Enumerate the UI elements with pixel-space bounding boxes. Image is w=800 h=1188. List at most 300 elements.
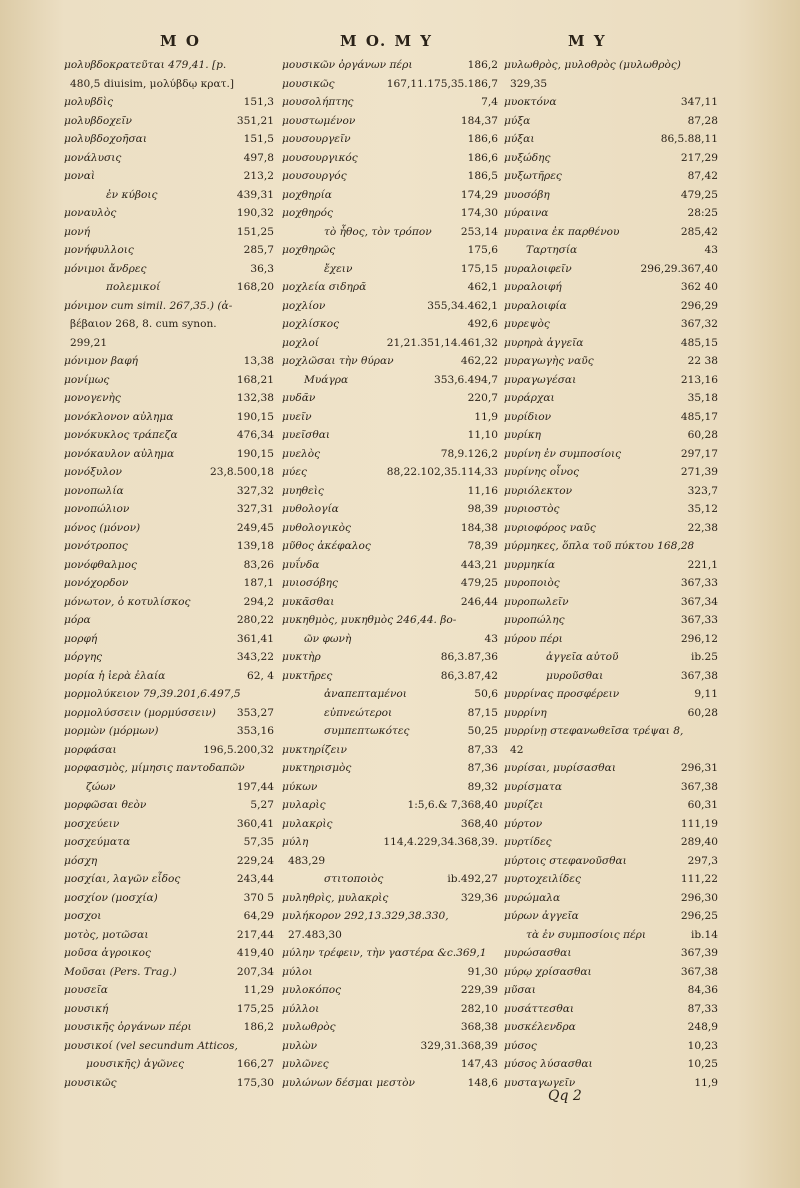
entry-term: μουσικοί (vel secundum Atticos, <box>64 1039 238 1052</box>
entry-term: μοχθηρία <box>282 188 332 201</box>
entry-term: μύσος <box>504 1039 537 1052</box>
entry-reference: 186,5 <box>467 170 498 182</box>
entry-term: μοσχοι <box>64 910 102 922</box>
entry-reference: 243,44 <box>236 873 274 885</box>
index-entry <box>64 778 274 797</box>
entry-term: μυρτίδες <box>504 836 552 848</box>
entry-reference: 367,34 <box>680 595 718 608</box>
entry-term: μυεῖν <box>282 410 312 423</box>
entry-term: ἀναπεπταμένοι <box>324 688 407 700</box>
entry-reference: 23,8.500,18 <box>209 466 274 478</box>
entry-term: συμπεπτωκότες <box>324 725 410 737</box>
entry-term: μυράρχαι <box>504 392 555 404</box>
entry-term: μύξαι <box>504 133 535 145</box>
entry-term: μονογενὴς <box>64 392 121 404</box>
entry-reference: 229,39 <box>460 984 498 996</box>
entry-reference: 13,38 <box>243 355 274 367</box>
entry-term: ἀγγεῖα αὐτοῦ <box>546 651 619 663</box>
entry-term: μύρτον <box>504 817 543 830</box>
entry-term: βέβαιον 268, 8. cum synon. <box>70 318 217 330</box>
index-entry <box>504 204 718 223</box>
index-entry <box>282 815 498 834</box>
index-entry <box>64 223 274 242</box>
entry-reference: 60,31 <box>687 799 718 811</box>
entry-reference: 280,22 <box>236 614 274 626</box>
entry-reference: 1:5,6.& 7,368,40 <box>407 799 498 811</box>
index-entry <box>282 796 498 815</box>
entry-reference: 168,21 <box>236 373 274 386</box>
entry-reference: 296,29.367,40 <box>640 262 718 275</box>
entry-term: μύκων <box>282 780 318 793</box>
entry-term: μυελὸς <box>282 447 321 460</box>
index-entry <box>504 389 718 408</box>
index-entry <box>282 611 498 630</box>
index-entry <box>504 944 718 963</box>
entry-reference: 282,10 <box>460 1002 498 1015</box>
entry-reference: 367,38 <box>680 965 718 978</box>
entry-reference: 419,40 <box>236 947 274 959</box>
entry-term: μουσικῆς) ἀγῶνες <box>86 1058 184 1070</box>
index-entry <box>504 130 718 149</box>
entry-reference: 285,42 <box>680 225 718 238</box>
entry-term: μῦσαι <box>504 984 536 996</box>
index-entry <box>64 167 274 186</box>
entry-reference: 190,15 <box>236 447 274 460</box>
index-entry <box>504 426 718 445</box>
index-entry <box>282 630 498 649</box>
entry-reference: 83,26 <box>243 558 274 571</box>
entry-term: 329,35 <box>510 77 548 90</box>
index-entry <box>282 889 498 908</box>
index-entry <box>504 630 718 649</box>
entry-term: Μοῦσαι (Pers. Trag.) <box>64 965 177 978</box>
entry-reference: 36,3 <box>250 262 274 275</box>
entry-term: μύραινα <box>504 207 549 219</box>
index-entry <box>64 334 274 353</box>
index-entry <box>282 260 498 279</box>
entry-term: ζώων <box>86 780 116 793</box>
index-entry <box>282 500 498 519</box>
index-entry <box>504 352 718 371</box>
entry-term: μυθολογία <box>282 503 339 515</box>
entry-term: μυλοκόπος <box>282 984 342 996</box>
index-entry <box>64 704 274 723</box>
entry-term: μόνιμοι ἄνδρες <box>64 262 147 275</box>
index-entry <box>504 907 718 926</box>
index-entry <box>282 963 498 982</box>
index-entry <box>64 648 274 667</box>
entry-reference: 84,36 <box>687 984 718 996</box>
entry-term: μοχθηρῶς <box>282 244 336 256</box>
entry-term: μυδᾶν <box>282 392 316 404</box>
entry-term: μοῦσα ἀγροικος <box>64 947 151 959</box>
index-entry <box>64 426 274 445</box>
entry-reference: 186,2 <box>467 59 498 71</box>
entry-reference: 367,33 <box>680 577 718 589</box>
index-entry <box>282 1018 498 1037</box>
index-entry <box>64 112 274 131</box>
entry-reference: 62, 4 <box>247 669 274 682</box>
entry-reference: 351,21 <box>236 114 274 127</box>
entry-term: μύρῳ χρίσασθαι <box>504 965 592 978</box>
index-entry <box>64 389 274 408</box>
entry-reference: 323,7 <box>687 484 718 497</box>
entry-reference: 87,42 <box>687 170 718 182</box>
index-entry <box>504 852 718 871</box>
index-entry <box>64 204 274 223</box>
entry-term: μυξωτῆρες <box>504 170 562 182</box>
index-entry <box>504 870 718 889</box>
entry-reference: 87,33 <box>467 743 498 756</box>
entry-reference: 91,30 <box>467 965 498 978</box>
index-entry <box>64 186 274 205</box>
entry-term: μυλῶνες <box>282 1058 329 1070</box>
entry-term: Μυάγρα <box>304 373 349 386</box>
index-entry <box>64 833 274 852</box>
entry-term: μοσχεύματα <box>64 836 131 848</box>
entry-reference: 147,43 <box>460 1058 498 1070</box>
entry-reference: 184,37 <box>460 114 498 127</box>
index-entry <box>504 685 718 704</box>
entry-term: μυριόλεκτον <box>504 484 573 497</box>
entry-reference: 368,40 <box>460 817 498 830</box>
entry-term: μοχλοί <box>282 336 319 349</box>
entry-reference: 329,36 <box>460 891 498 904</box>
index-entry <box>64 93 274 112</box>
index-entry <box>282 426 498 445</box>
entry-term: μυρίδιον <box>504 410 552 423</box>
index-entry <box>282 1037 498 1056</box>
entry-reference: 296,25 <box>680 910 718 922</box>
index-entry <box>64 611 274 630</box>
index-entry <box>64 759 274 778</box>
entry-term: μοναὶ <box>64 170 96 182</box>
index-entry <box>504 778 718 797</box>
entry-reference: 88,22.102,35.114,33 <box>386 466 498 478</box>
entry-reference: 248,9 <box>687 1021 718 1033</box>
entry-reference: 196,5.200,32 <box>203 743 274 756</box>
index-entry <box>64 796 274 815</box>
index-entry <box>64 815 274 834</box>
header-left: M O <box>160 32 201 50</box>
entry-reference: 22 38 <box>687 355 718 367</box>
entry-term: μόνιμον βαφή <box>64 355 138 367</box>
entry-term: μονότροπος <box>64 540 128 552</box>
entry-reference: 87,15 <box>467 706 498 719</box>
index-entry <box>282 167 498 186</box>
entry-reference: 114,4.229,34.368,39. <box>383 836 498 848</box>
entry-reference: 175,25 <box>236 1002 274 1015</box>
entry-term: μυκηθμὸς, μυκηθμὸς 246,44. βο- <box>282 614 457 626</box>
entry-term: μορία ἡ ἱερὰ ἐλαία <box>64 669 166 682</box>
entry-reference: 11,9 <box>694 1076 718 1089</box>
entry-term: μυρίνη ἐν συμποσίοις <box>504 447 622 460</box>
entry-term: μόνος (μόνον) <box>64 521 141 534</box>
index-entry <box>64 1074 274 1093</box>
index-columns <box>64 56 718 1146</box>
entry-reference: 285,7 <box>243 244 274 256</box>
entry-reference: 229,24 <box>236 854 274 867</box>
entry-term: μοχλίον <box>282 299 326 312</box>
entry-term: μυλακρὶς <box>282 817 333 830</box>
index-entry <box>64 463 274 482</box>
entry-reference: 50,25 <box>467 725 498 737</box>
entry-term: μοσχεύειν <box>64 817 120 830</box>
entry-term: μυξώδης <box>504 151 551 164</box>
entry-term: μύλην τρέφειν, τὴν γαστέρα &c.369,1 <box>282 947 487 959</box>
entry-term: μύλη <box>282 836 309 848</box>
entry-reference: 21,21.351,14.461,32 <box>386 336 498 349</box>
index-entry <box>504 593 718 612</box>
entry-term: μολυβδοχεῖν <box>64 114 132 127</box>
entry-reference: 353,6.494,7 <box>433 373 498 386</box>
entry-reference: 186,6 <box>467 133 498 145</box>
index-entry <box>504 241 718 260</box>
index-entry <box>64 556 274 575</box>
index-entry <box>282 75 498 94</box>
index-entry <box>504 149 718 168</box>
entry-reference: 297,17 <box>680 447 718 460</box>
index-entry <box>282 759 498 778</box>
index-entry <box>64 870 274 889</box>
index-entry <box>282 130 498 149</box>
entry-term: μόνιμον cum simil. 267,35.) (ἀ- <box>64 299 233 312</box>
entry-term: μουστωμένον <box>282 114 356 127</box>
index-entry <box>504 334 718 353</box>
entry-reference: 368,38 <box>460 1021 498 1033</box>
entry-term: μῦθος ἀκέφαλος <box>282 540 371 552</box>
entry-reference: 476,34 <box>236 429 274 441</box>
entry-term: μυρίζει <box>504 799 544 811</box>
entry-reference: 327,31 <box>236 503 274 515</box>
page-header <box>0 32 800 54</box>
index-entry <box>282 648 498 667</box>
entry-term: μυκᾶσθαι <box>282 595 335 608</box>
entry-term: ῶν φωνὴ <box>304 632 352 645</box>
entry-term: μυριοφόρος ναῦς <box>504 521 596 534</box>
index-entry <box>282 593 498 612</box>
index-entry <box>64 926 274 945</box>
entry-term: μυκτηρίζειν <box>282 743 347 756</box>
index-entry <box>282 537 498 556</box>
entry-reference: 139,18 <box>236 540 274 552</box>
entry-term: μυληθρὶς, μυλακρὶς <box>282 891 389 904</box>
entry-reference: 246,44 <box>460 595 498 608</box>
index-entry <box>64 130 274 149</box>
entry-reference: 439,31 <box>236 188 274 201</box>
index-entry <box>282 944 498 963</box>
entry-term: μουσικῶς <box>64 1076 117 1089</box>
entry-term: μυλαρὶς <box>282 799 326 811</box>
entry-reference: 132,38 <box>236 392 274 404</box>
entry-reference: 217,29 <box>680 151 718 164</box>
entry-reference: 443,21 <box>460 558 498 571</box>
index-entry <box>282 315 498 334</box>
index-entry <box>282 204 498 223</box>
index-entry <box>282 704 498 723</box>
entry-term: μοχθηρός <box>282 207 333 219</box>
index-entry <box>504 408 718 427</box>
index-entry <box>504 759 718 778</box>
entry-reference: 87,36 <box>467 762 498 774</box>
entry-reference: 175,6 <box>467 244 498 256</box>
index-entry <box>504 796 718 815</box>
index-entry <box>504 611 718 630</box>
entry-reference: 175,15 <box>460 262 498 275</box>
entry-reference: 86,3.87,42 <box>440 669 498 682</box>
index-entry <box>504 445 718 464</box>
index-entry <box>282 519 498 538</box>
entry-term: μυλώνων δέσμαι μεστὸν <box>282 1076 415 1089</box>
index-entry <box>504 741 718 760</box>
entry-term: μυραγωγέσαι <box>504 373 577 386</box>
entry-term: μυσταγωγεῖν <box>504 1076 576 1089</box>
index-entry <box>282 241 498 260</box>
entry-reference: 367,32 <box>680 318 718 330</box>
entry-term: μουσική <box>64 1002 109 1015</box>
entry-reference: 9,11 <box>694 688 718 700</box>
entry-term: μολυβδοχοῆσαι <box>64 133 147 145</box>
index-entry <box>64 944 274 963</box>
entry-term: μοσχίαι, λαγῶν εἶδος <box>64 873 181 885</box>
entry-term: μονόφθαλμος <box>64 558 137 571</box>
entry-reference: 253,14 <box>460 225 498 238</box>
index-entry <box>282 574 498 593</box>
index-entry <box>64 482 274 501</box>
entry-term: μυραινα ἐκ παρθένου <box>504 225 620 238</box>
entry-reference: 87,28 <box>687 114 718 127</box>
index-entry <box>64 149 274 168</box>
index-entry <box>504 75 718 94</box>
index-entry <box>504 537 718 556</box>
index-entry <box>504 297 718 316</box>
entry-reference: 89,32 <box>467 780 498 793</box>
entry-reference: 5,27 <box>250 799 274 811</box>
entry-term: μονοπώλιον <box>64 503 130 515</box>
entry-reference: 167,11.175,35.186,7 <box>386 77 498 90</box>
entry-term: μόρα <box>64 614 91 626</box>
index-entry <box>504 1018 718 1037</box>
entry-reference: 28:25 <box>687 207 718 219</box>
index-entry <box>504 574 718 593</box>
entry-term: μυραλοιφία <box>504 299 567 312</box>
entry-reference: 367,38 <box>680 669 718 682</box>
index-entry <box>64 574 274 593</box>
entry-term: μυροπωλεῖν <box>504 595 569 608</box>
entry-term: 42 <box>510 743 524 756</box>
index-entry <box>64 519 274 538</box>
index-entry <box>504 1000 718 1019</box>
entry-reference: 220,7 <box>467 392 498 404</box>
entry-term: μυροποιὸς <box>504 577 560 589</box>
index-entry <box>64 56 274 75</box>
entry-reference: 497,8 <box>243 151 274 164</box>
entry-term: μοναυλὸς <box>64 207 117 219</box>
index-entry <box>282 1074 498 1093</box>
index-entry <box>504 260 718 279</box>
entry-reference: 64,29 <box>243 910 274 922</box>
entry-reference: 347,11 <box>680 96 718 108</box>
entry-reference: 148,6 <box>467 1076 498 1089</box>
index-entry <box>64 371 274 390</box>
entry-reference: 197,44 <box>236 780 274 793</box>
entry-term: 299,21 <box>70 336 108 349</box>
header-center: M O. M Y <box>340 32 433 50</box>
index-entry <box>282 389 498 408</box>
entry-reference: 35,18 <box>687 392 718 404</box>
entry-term: εὐπνεώτεροι <box>324 706 393 719</box>
entry-term: τὰ ἐν συμποσίοις πέρι <box>526 928 647 941</box>
entry-reference: 355,34.462,1 <box>427 299 498 312</box>
entry-reference: 462,1 <box>467 281 498 293</box>
entry-term: μύσος λύσασθαι <box>504 1058 593 1070</box>
index-entry <box>282 278 498 297</box>
entry-term: μυθολογικὸς <box>282 521 351 534</box>
entry-term: μυρίκη <box>504 429 542 441</box>
entry-term: μυρρίνη <box>504 706 547 719</box>
entry-term: μοσχίον (μοσχία) <box>64 891 158 904</box>
entry-reference: 187,1 <box>243 577 274 589</box>
index-entry <box>504 926 718 945</box>
entry-reference: 296,31 <box>680 762 718 774</box>
entry-reference: 151,3 <box>243 96 274 108</box>
entry-reference: 343,22 <box>236 651 274 663</box>
entry-reference: 78,9.126,2 <box>440 447 498 460</box>
entry-reference: 296,29 <box>680 299 718 312</box>
index-entry <box>504 1074 718 1093</box>
index-entry <box>64 278 274 297</box>
entry-reference: 168,20 <box>236 281 274 293</box>
entry-reference: 297,3 <box>687 854 718 867</box>
entry-term: μουσεῖα <box>64 984 108 996</box>
entry-reference: 174,30 <box>460 207 498 219</box>
index-entry <box>64 1018 274 1037</box>
entry-term: μολυβδὶς <box>64 96 114 108</box>
entry-term: μύρου πέρι <box>504 632 563 645</box>
entry-term: μυλωθρὸς <box>282 1021 336 1033</box>
entry-reference: 249,45 <box>236 521 274 534</box>
entry-reference: 362 40 <box>680 281 718 293</box>
entry-reference: 485,17 <box>680 410 718 423</box>
entry-term: μυλὼν <box>282 1039 318 1052</box>
entry-term: μουσουργός <box>282 170 347 182</box>
entry-reference: 11,29 <box>243 984 274 996</box>
index-entry <box>282 352 498 371</box>
entry-term: 27.483,30 <box>288 928 342 941</box>
entry-term: μύλοι <box>282 965 313 978</box>
index-entry <box>282 371 498 390</box>
entry-term: μόσχη <box>64 854 98 867</box>
index-entry <box>64 593 274 612</box>
entry-term: μυκτὴρ <box>282 651 321 663</box>
entry-reference: 50,6 <box>474 688 498 700</box>
index-entry <box>282 186 498 205</box>
index-entry <box>282 870 498 889</box>
index-entry <box>504 371 718 390</box>
index-entry <box>282 445 498 464</box>
entry-reference: 213,16 <box>680 373 718 386</box>
entry-term: μυραλοιφή <box>504 281 562 293</box>
index-entry <box>504 223 718 242</box>
entry-term: μύες <box>282 466 307 478</box>
entry-reference: 78,39 <box>467 540 498 552</box>
entry-reference: 271,39 <box>680 466 718 478</box>
entry-reference: 462,22 <box>460 355 498 367</box>
entry-reference: 174,29 <box>460 188 498 201</box>
entry-reference: 360,41 <box>236 817 274 830</box>
entry-term: μουσουργεῖν <box>282 133 351 145</box>
entry-reference: 289,40 <box>680 836 718 848</box>
